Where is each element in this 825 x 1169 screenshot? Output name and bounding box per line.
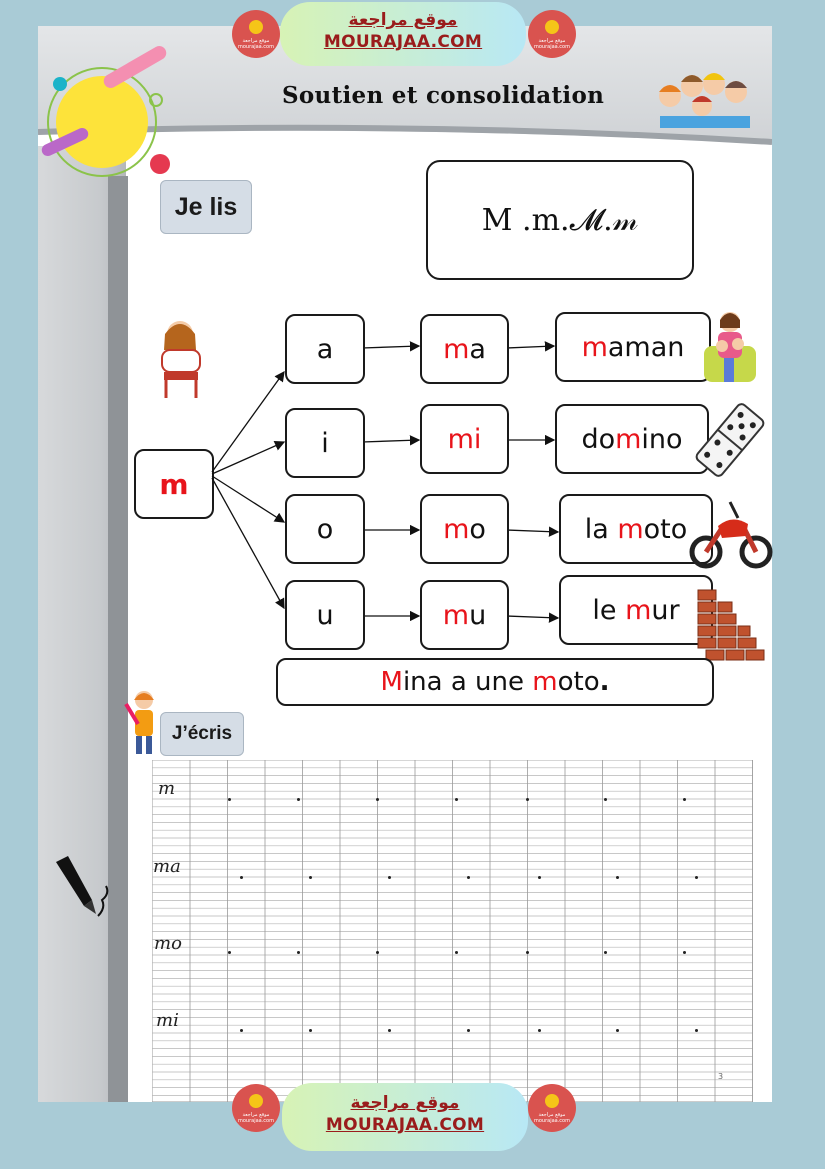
logo-badge-left: موقع مراجعة mourajaa.com	[232, 10, 280, 58]
letter-forms-box	[426, 160, 694, 280]
logo-badge-right-bottom: موقع مراجعة mourajaa.com	[528, 1084, 576, 1132]
banner-latin-text: MOURAJAA.COM	[323, 32, 483, 52]
guide-dot	[240, 876, 243, 879]
syllable-box-ma: m a	[420, 314, 509, 384]
banner-arabic-text: موقع مراجعة	[348, 10, 458, 30]
j-ecris-tag: J’écris	[160, 712, 244, 756]
guide-dot	[228, 951, 231, 954]
site-banner-bottom[interactable]	[282, 1083, 528, 1151]
girl-pencil-icon	[124, 688, 164, 756]
guide-dot	[604, 951, 607, 954]
guide-dot	[297, 951, 300, 954]
writing-row-label-mo: mo	[154, 933, 182, 954]
writing-row-label-ma: ma	[153, 856, 181, 877]
guide-dot	[604, 798, 607, 801]
guide-dot	[388, 1029, 391, 1032]
guide-dot	[309, 1029, 312, 1032]
guide-dot	[376, 951, 379, 954]
logo-badge-left-bottom: موقع مراجعة mourajaa.com	[232, 1084, 280, 1132]
guide-dot	[695, 876, 698, 879]
fountain-pen-icon	[52, 854, 114, 922]
children-group-icon	[640, 62, 760, 132]
guide-dot	[376, 798, 379, 801]
motorbike-icon	[688, 498, 774, 570]
vowel-box-u: u	[285, 580, 365, 650]
sentence-box: M ina a une m oto .	[276, 658, 714, 706]
guide-dot	[538, 1029, 541, 1032]
guide-dot	[683, 951, 686, 954]
guide-dot	[455, 798, 458, 801]
guide-dot	[683, 798, 686, 801]
brick-wall-icon	[696, 586, 768, 662]
guide-dot	[309, 876, 312, 879]
guide-dot	[526, 951, 529, 954]
girl-reading-icon	[150, 316, 225, 400]
guide-dot	[228, 798, 231, 801]
guide-dot	[388, 876, 391, 879]
banner-latin-text-bottom: MOURAJAA.COM	[325, 1115, 485, 1135]
syllable-box-mo: m o	[420, 494, 509, 564]
vowel-box-a: a	[285, 314, 365, 384]
word-box-domino: do m ino	[555, 404, 709, 474]
guide-dot	[467, 1029, 470, 1032]
decorative-circles	[30, 40, 180, 190]
root-letter-box: m	[134, 449, 214, 519]
je-lis-tag: Je lis	[160, 180, 252, 234]
guide-dot	[297, 798, 300, 801]
handwriting-grid	[152, 760, 753, 1102]
writing-row-label-m: m	[158, 778, 176, 799]
syllable-box-mu: m u	[420, 580, 509, 650]
left-margin-shadow	[108, 176, 128, 1102]
page-number: 3	[718, 1072, 724, 1081]
syllable-box-mi: m i	[420, 404, 509, 474]
word-box-la-moto: la m oto	[559, 494, 713, 564]
logo-badge-right: موقع مراجعة mourajaa.com	[528, 10, 576, 58]
guide-dot	[616, 1029, 619, 1032]
guide-dot	[616, 876, 619, 879]
guide-dot	[455, 951, 458, 954]
site-banner-top[interactable]	[280, 2, 526, 66]
word-box-le-mur: le m ur	[559, 575, 713, 645]
vowel-box-o: o	[285, 494, 365, 564]
banner-arabic-text-bottom: موقع مراجعة	[350, 1093, 460, 1113]
writing-row-label-mi: mi	[156, 1010, 179, 1031]
guide-dot	[695, 1029, 698, 1032]
domino-icon	[694, 402, 766, 478]
guide-dot	[538, 876, 541, 879]
vowel-box-i: i	[285, 408, 365, 478]
letter-forms-text: M .m.𝓜.𝓂	[481, 202, 639, 238]
page-title: Soutien et consolidation	[282, 82, 605, 109]
guide-dot	[467, 876, 470, 879]
guide-dot	[526, 798, 529, 801]
word-box-maman: m aman	[555, 312, 711, 382]
family-icon	[700, 306, 760, 388]
guide-dot	[240, 1029, 243, 1032]
